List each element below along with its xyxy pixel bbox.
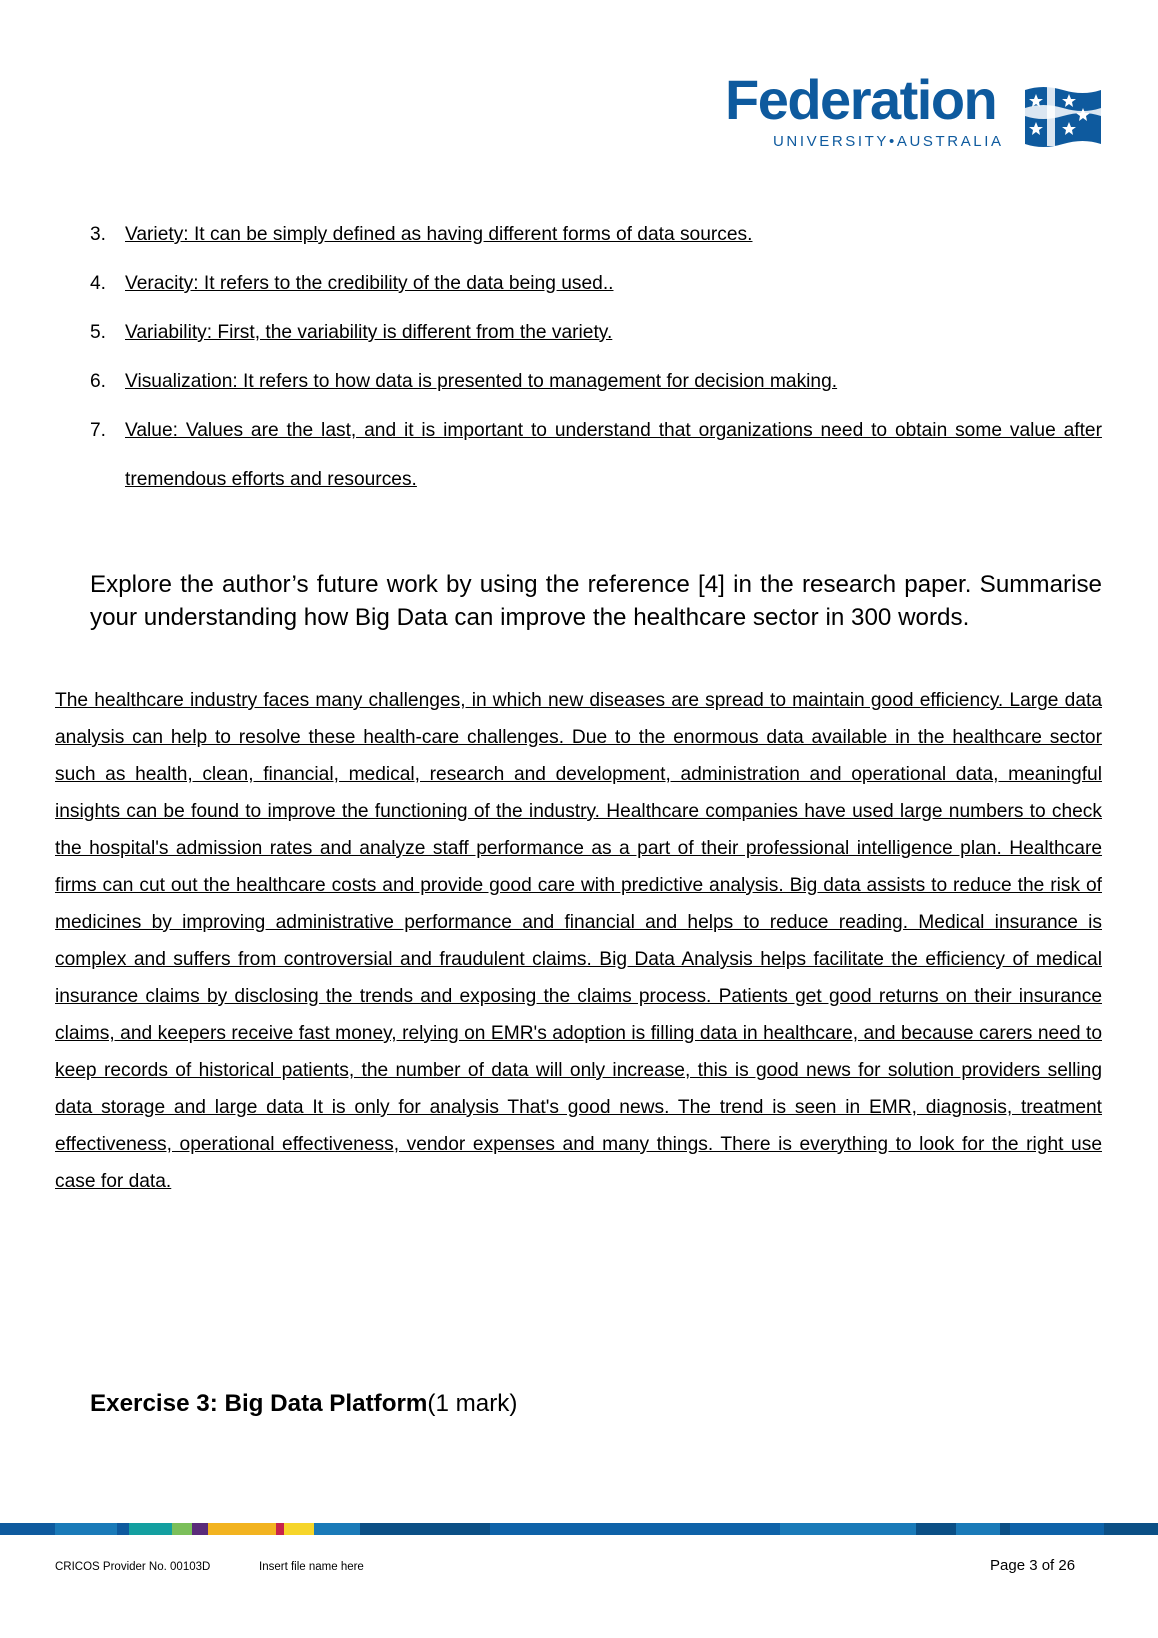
list-number: 6. bbox=[90, 371, 107, 392]
list-text: Veracity: It refers to the credibility of the data being used.. bbox=[125, 273, 614, 294]
footer-color-band bbox=[0, 1523, 1158, 1535]
v-characteristics-list bbox=[90, 210, 1102, 504]
logo-wordmark: Federation bbox=[725, 68, 997, 131]
exercise-heading bbox=[90, 1389, 517, 1419]
list-number: 7. bbox=[90, 420, 107, 441]
flag-icon bbox=[1023, 82, 1103, 150]
list-item bbox=[90, 406, 1102, 504]
list-item bbox=[90, 308, 1102, 357]
exercise-title: Exercise 3: Big Data Platform bbox=[90, 1390, 428, 1417]
list-item bbox=[90, 357, 1102, 406]
list-item bbox=[90, 259, 1102, 308]
list-text: Variability: First, the variability is different from the variety. bbox=[125, 322, 613, 343]
answer-paragraph: The healthcare industry faces many challenges, in which new diseases are spread to maintain good efficiency. Large data analysis can help to resolve these health-care challenges. Due to the enormous data available in the healthcare sector such as health, clean, financial, medical, research and development, administration and operational data, meaningful insights can be found to improve the functioning of the industry. Healthcare companies have used large numbers to check the hospital's admission rates and analyze staff performance as a part of their professional intelligence plan. Healthcare firms can cut out the healthcare costs and provide good care with predictive analysis. Big data assists to reduce the risk of medicines by improving administrative performance and financial and helps to reduce reading. Medical insurance is complex and suffers from controversial and fraudulent claims. Big Data Analysis helps facilitate the efficiency of medical insurance claims by disclosing the trends and exposing the claims process. Patients get good returns on their insurance claims, and keepers receive fast money, relying on EMR's adoption is filling data in healthcare, and because carers need to keep records of historical patients, the number of data will only increase, this is good news for solution providers selling data storage and large data It is only for analysis That's good news. The trend is seen in EMR, diagnosis, treatment effectiveness, operational effectiveness, vendor expenses and many things. There is everything to look for the right use case for data. bbox=[55, 690, 1102, 1192]
list-text: Visualization: It refers to how data is presented to management for decision making. bbox=[125, 371, 838, 392]
list-number: 4. bbox=[90, 273, 107, 294]
cricos-provider: CRICOS Provider No. 00103D bbox=[55, 1561, 211, 1573]
list-item bbox=[90, 210, 1102, 259]
page-number: Page 3 of 26 bbox=[990, 1557, 1076, 1574]
logo-subtitle: UNIVERSITY•AUSTRALIA bbox=[773, 133, 1004, 150]
file-name: Insert file name here bbox=[259, 1561, 364, 1573]
list-text: Variety: It can be simply defined as having different forms of data sources. bbox=[125, 224, 753, 245]
exercise-marks: (1 mark) bbox=[427, 1390, 518, 1417]
list-number: 3. bbox=[90, 224, 107, 245]
list-number: 5. bbox=[90, 322, 107, 343]
question-text: Explore the author’s future work by using the reference [4] in the research paper. Summarise your understanding how Big Data can improve the healthcare sector in 300 words. bbox=[90, 571, 1102, 631]
list-text: Value: Values are the last, and it is important to understand that organizations need to obtain some value after tremendous efforts and resources. bbox=[125, 420, 1102, 490]
federation-university-logo bbox=[725, 68, 1105, 158]
